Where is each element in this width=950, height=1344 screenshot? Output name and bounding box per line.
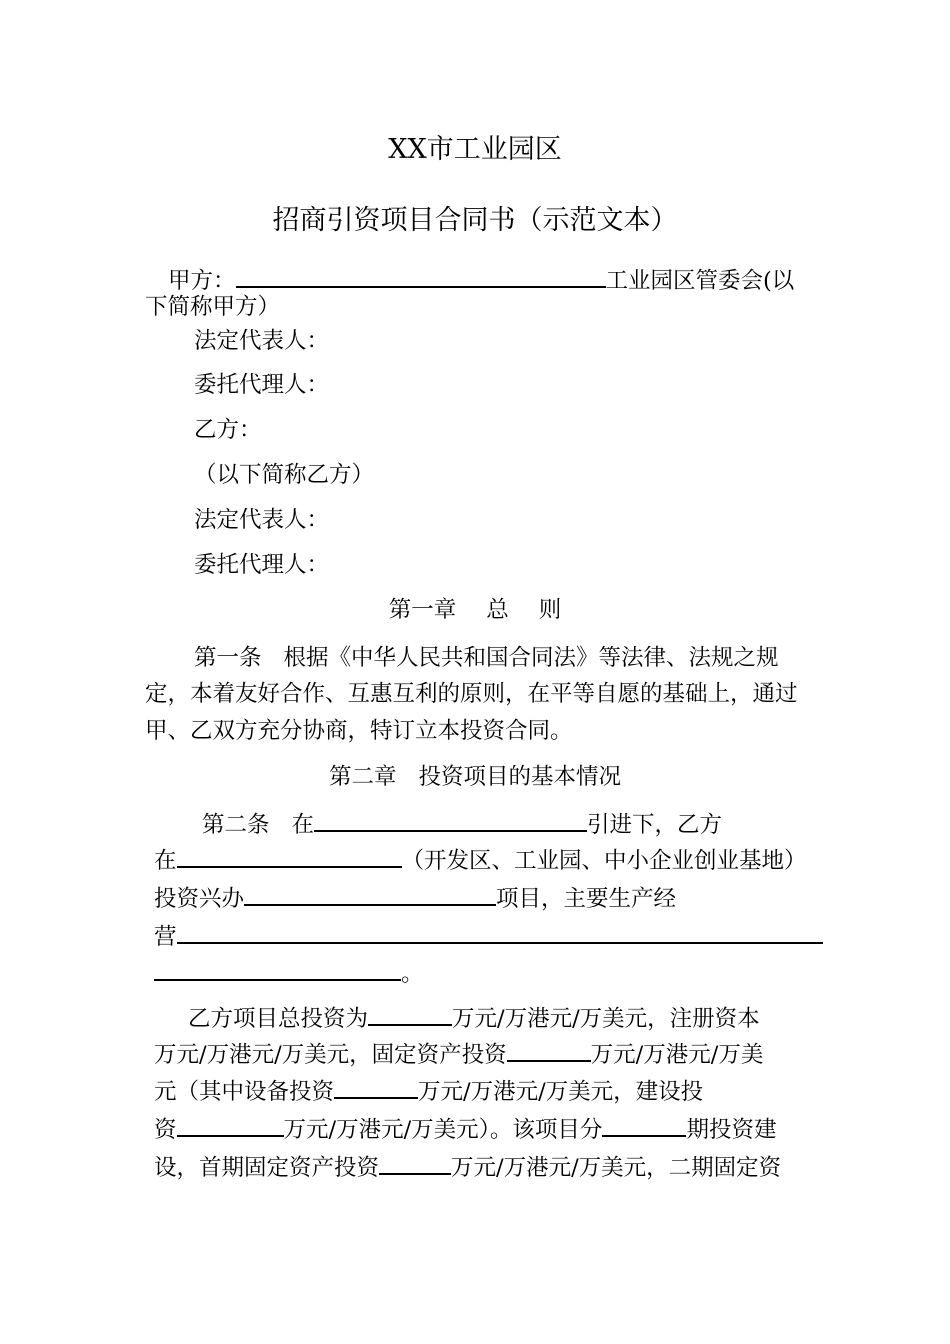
- investment-line-5: 设，首期固定资产投资 万元/万港元/万美元，二期固定资: [154, 1155, 782, 1181]
- party-a-suffix: 工业园区管委会(以: [605, 268, 795, 294]
- article-2-line-5: 。: [154, 959, 424, 989]
- investment-line-4: 资 万元/万港元/万美元）。该项目分 期投资建: [154, 1117, 777, 1143]
- party-b-agent: 委托代理人：: [194, 552, 330, 578]
- party-a-short-name: 下简称甲方）: [145, 294, 281, 320]
- document-subtitle: 招商引资项目合同书（示范文本）: [272, 205, 678, 236]
- article-2-line-3: 投资兴办 项目，主要生产经: [154, 886, 677, 912]
- phase-1-investment-field[interactable]: [379, 1153, 451, 1175]
- article-1-line-1: 第一条 根据《中华人民共和国合同法》等法律、法规之规: [194, 645, 779, 671]
- article-2-line-1: 第二条 在 引进下，乙方: [202, 812, 723, 838]
- project-name-field[interactable]: [244, 884, 496, 906]
- party-b-label: 乙方：: [194, 417, 262, 443]
- party-a-name-field[interactable]: [236, 266, 606, 288]
- article-2-line-2: 在 （开发区、工业园、中小企业创业基地）: [154, 848, 807, 874]
- investment-line-1: 乙方项目总投资为 万元/万港元/万美元，注册资本: [188, 1006, 760, 1032]
- party-a-legal-rep: 法定代表人：: [194, 328, 330, 354]
- construction-investment-field[interactable]: [177, 1115, 284, 1137]
- article-2-line-4: 营: [154, 922, 823, 952]
- introducer-field[interactable]: [314, 810, 587, 832]
- chapter-1-heading: 第一章 总 则: [388, 597, 562, 623]
- party-b-short-name: （以下简称乙方）: [194, 462, 375, 488]
- party-a-agent: 委托代理人：: [194, 372, 330, 398]
- article-2-label: 第二条: [202, 812, 270, 838]
- location-field[interactable]: [177, 846, 402, 868]
- article-1-line-3: 甲、乙双方充分协商，特订立本投资合同。: [145, 718, 573, 744]
- article-1-line-2: 定，本着友好合作、互惠互利的原则，在平等自愿的基础上，通过: [145, 681, 798, 707]
- article-1-label: 第一条: [194, 645, 262, 671]
- investment-line-3: 元（其中设备投资 万元/万港元/万美元，建设投: [154, 1079, 704, 1105]
- fixed-asset-field[interactable]: [507, 1040, 591, 1062]
- party-b-legal-rep: 法定代表人：: [194, 507, 330, 533]
- party-a-label: 甲方：: [168, 268, 236, 294]
- chapter-2-heading: 第二章 投资项目的基本情况: [328, 764, 622, 790]
- equipment-investment-field[interactable]: [334, 1077, 418, 1099]
- business-scope-field[interactable]: [177, 922, 823, 944]
- phases-field[interactable]: [602, 1115, 686, 1137]
- business-scope-field-cont[interactable]: [154, 959, 401, 981]
- document-title: XX市工业园区: [388, 134, 562, 165]
- total-investment-field[interactable]: [368, 1004, 452, 1026]
- investment-line-2: 万元/万港元/万美元，固定资产投资 万元/万港元/万美: [154, 1042, 764, 1068]
